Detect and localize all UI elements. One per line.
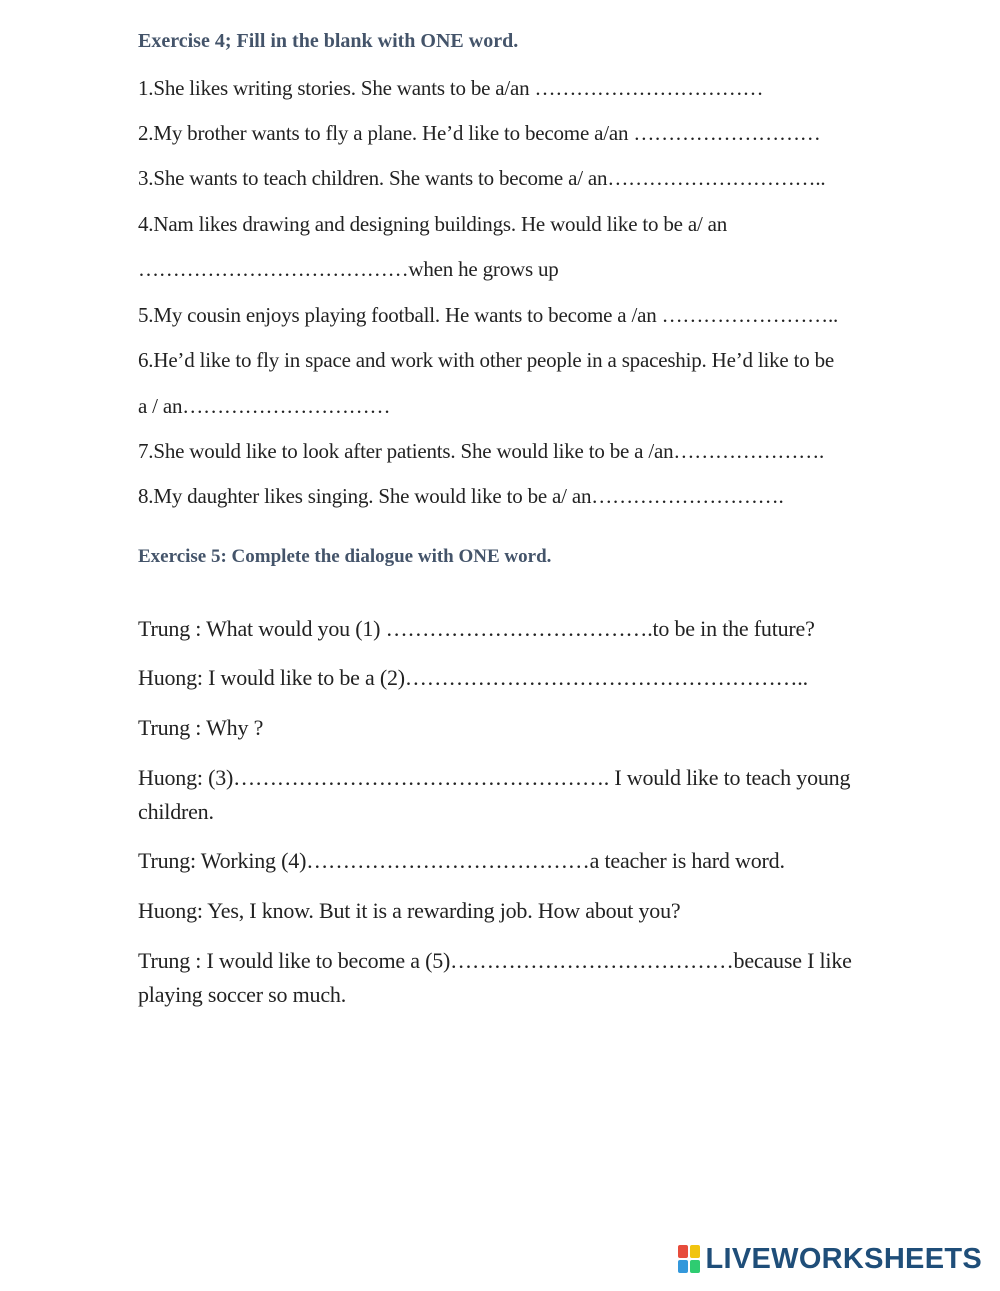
exercise-4-item-4: 4.Nam likes drawing and designing buildings. He would like to be a/ an: [138, 212, 728, 236]
exercise-4-item-1: 1.She likes writing stories. She wants to be a/an ……………………………: [138, 76, 764, 100]
dialogue-line-4-continued: children.: [138, 799, 214, 824]
exercise-4-item-5: 5.My cousin enjoys playing football. He wants to become a /an ……………………..: [138, 303, 839, 327]
exercise-4-item-3: 3.She wants to teach children. She wants to become a/ an…………………………..: [138, 166, 826, 190]
exercise-4-heading: Exercise 4; Fill in the blank with ONE word.: [138, 30, 519, 52]
logo-block-green: [690, 1260, 700, 1273]
dialogue-line-1: Trung : What would you (1) ……………………………….to be in the future?: [138, 616, 815, 641]
exercise-4-item-6: 6.He’d like to fly in space and work with other people in a spaceship. He’d like to be: [138, 348, 835, 372]
dialogue-line-7: Trung : I would like to become a (5)…………………………………because I like: [138, 948, 852, 973]
dialogue-line-5: Trung: Working (4)…………………………………a teacher is hard word.: [138, 848, 785, 873]
liveworksheets-logo: [678, 1241, 983, 1277]
logo-block-yellow: [690, 1245, 700, 1258]
exercise-4-item-7: 7.She would like to look after patients. She would like to be a /an………………….: [138, 439, 825, 463]
logo-block-blue: [678, 1260, 688, 1273]
exercise-4-item-6-continued: a / an…………………………: [138, 394, 391, 418]
logo-block-red: [678, 1245, 688, 1258]
liveworksheets-logo-icon: [678, 1245, 700, 1273]
dialogue-line-6: Huong: Yes, I know. But it is a rewarding job. How about you?: [138, 898, 681, 923]
dialogue-line-2: Huong: I would like to be a (2)………………………………………………..: [138, 665, 808, 690]
dialogue-line-4: Huong: (3)……………………………………………. I would like to teach young: [138, 765, 851, 790]
exercise-4-item-4-continued: …………………………………when he grows up: [138, 257, 559, 281]
exercise-5-heading: Exercise 5: Complete the dialogue with ONE word.: [138, 546, 552, 567]
liveworksheets-logo-text: LIVEWORKSHEETS: [705, 1242, 982, 1275]
dialogue-line-7-continued: playing soccer so much.: [138, 982, 347, 1007]
dialogue-line-3: Trung : Why ?: [138, 715, 264, 740]
exercise-4-item-8: 8.My daughter likes singing. She would like to be a/ an……………………….: [138, 484, 784, 508]
exercise-4-item-2: 2.My brother wants to fly a plane. He’d like to become a/an ………………………: [138, 121, 821, 145]
